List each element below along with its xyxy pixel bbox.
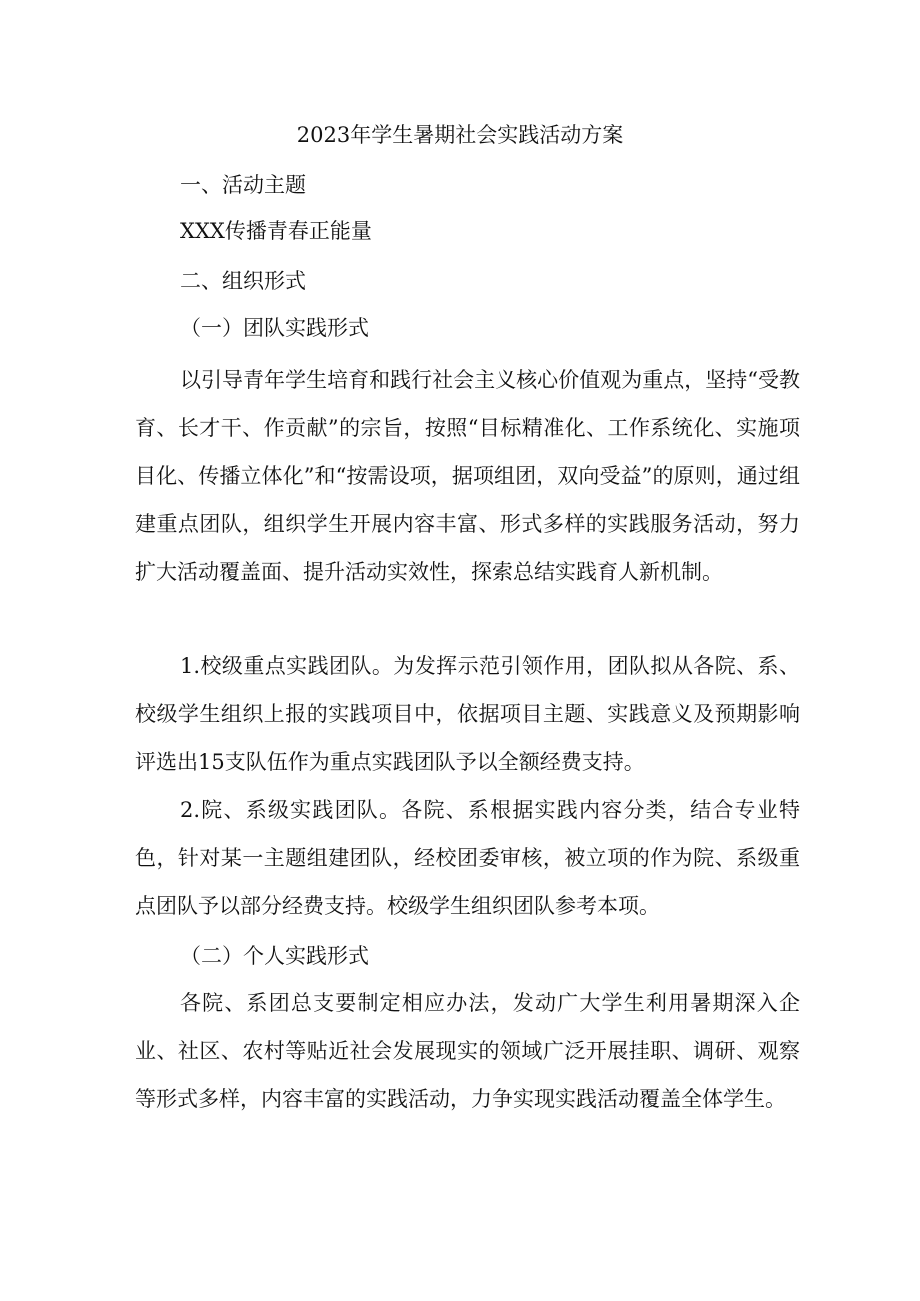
section-heading-theme: 一、活动主题 — [180, 173, 306, 197]
subheading-team-practice: （一）团队实践形式 — [180, 316, 369, 340]
paragraph-department-level-teams: 2.院、系级实践团队。各院、系根据实践内容分类，结合专业特色，针对某一主题组建团队，经校团委审核，被立项的作为院、系级重点团队予以部分经费支持。校级学生组织团队参考本项。 — [135, 798, 800, 918]
section-heading-organization: 二、组织形式 — [180, 269, 306, 293]
paragraph-school-level-teams: 1.校级重点实践团队。为发挥示范引领作用，团队拟从各院、系、校级学生组织上报的实践项目中，依据项目主题、实践意义及预期影响评选出15支队伍作为重点实践团队予以全额经费支持。 — [135, 654, 800, 774]
subheading-individual-practice: （二）个人实践形式 — [180, 944, 369, 968]
theme-text: XXX传播青春正能量 — [180, 219, 372, 243]
paragraph-individual-practice: 各院、系团总支要制定相应办法，发动广大学生利用暑期深入企业、社区、农村等贴近社会发展现实的领域广泛开展挂职、调研、观察等形式多样，内容丰富的实践活动，力争实现实践活动覆盖全体学生。 — [135, 991, 800, 1111]
paragraph-team-practice: 以引导青年学生培育和践行社会主义核心价值观为重点，坚持“受教育、长才干、作贡献”的宗旨，按照“目标精准化、工作系统化、实施项目化、传播立体化”和“按需设项，据项组团，双向受益”的原则，通过组建重点团队，组织学生开展内容丰富、形式多样的实践服务活动，努力扩大活动覆盖面、提升活动实效性，探索总结实践育人新机制。 — [135, 368, 800, 584]
document-title: 2023年学生暑期社会实践活动方案 — [296, 123, 624, 147]
